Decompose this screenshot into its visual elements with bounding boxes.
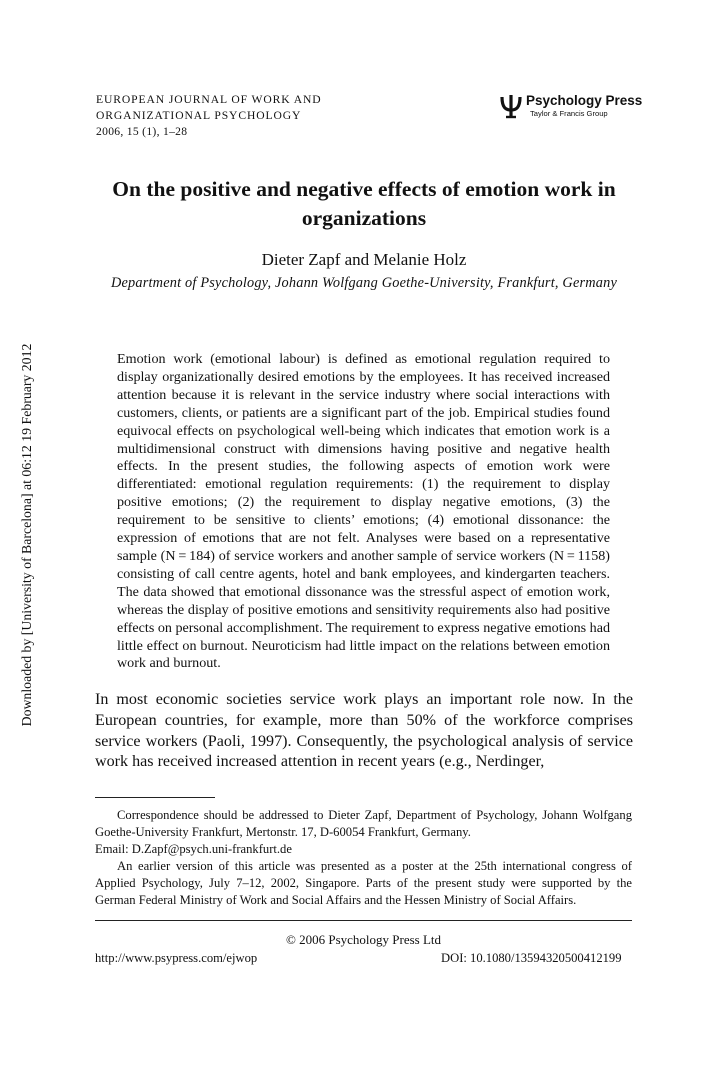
psi-logo-icon (500, 93, 522, 119)
footnotes (95, 807, 632, 909)
copyright: © 2006 Psychology Press Ltd (285, 932, 442, 947)
footnote-rule (95, 797, 215, 798)
body-paragraph: In most economic societies service work plays an important role now. In the European countries, for example, more than 50% of the workforce comprises service workers (Paoli, 1997). Consequently, the psychological analysis of service work has received increased attention in recent years (e.g., Nerdinger, (95, 691, 633, 771)
publisher-name: Psychology Press (526, 93, 643, 108)
article-authors: Dieter Zapf and Melanie Holz (261, 250, 467, 269)
journal-name-line1: EUROPEAN JOURNAL OF WORK AND (96, 93, 322, 106)
article-title: On the positive and negative effects of emotion work in organizations (112, 177, 616, 230)
journal-url: http://www.psypress.com/ejwop (95, 951, 258, 965)
footer-rule (95, 920, 632, 921)
publisher-group: Taylor & Francis Group (530, 109, 608, 118)
journal-header (96, 92, 322, 140)
footnote-email: Email: D.Zapf@psych.uni-frankfurt.de (95, 842, 292, 856)
footnote-correspondence: Correspondence should be addressed to Dieter Zapf, Department of Psychology, Johann Wolfgang Goethe-University Frankfurt, Mertonstr. 17, D-60054 Frankfurt, Germany. (95, 808, 632, 839)
download-watermark: Downloaded by [University of Barcelona] at 06:12 19 February 2012 (19, 343, 34, 727)
footnote-note: An earlier version of this article was presented as a poster at the 25th international congress of Applied Psychology, July 7–12, 2002, Singapore. Parts of the present study were supported by the German Federal Ministry of Work and Social Affairs and the Hessen Ministry of Social Affairs. (95, 859, 632, 907)
author-affiliation: Department of Psychology, Johann Wolfgang Goethe-University, Frankfurt, Germany (110, 275, 618, 291)
journal-name-line2: ORGANIZATIONAL PSYCHOLOGY (96, 109, 302, 122)
abstract: Emotion work (emotional labour) is defined as emotional regulation required to display organizationally desired emotions by the employees. It has received increased attention because it is relevant in the service industry where social interactions with customers, clients, or patients are a significant part of the job. Empirical studies found equivocal effects on psychological well-being which indicates that emotion work is a multidimensional construct with dimensions having positive and negative health effects. In the present studies, the following aspects of emotion work were differentiated: emotional regulation requirements: (1) the requirement to display positive emotions; (2) the requirement to display negative emotions, (3) the requirement to be sensitive to clients’ emotions; (4) emotional dissonance: the expression of emotions that are not felt. Analyses were based on a representative sample (N = 184) of service workers and another sample of service workers (N = 1158) consisting of call centre agents, hotel and bank employees, and kindergarten teachers. The data showed that emotional dissonance was the stressful aspect of emotion work, whereas the display of positive emotions and sensitivity requirements also had positive effects on personal accomplishment. The requirement to express negative emotions had little effect on burnout. Neuroticism had little impact on the relations between emotion work and burnout. (117, 351, 610, 672)
journal-citation: 2006, 15 (1), 1–28 (96, 125, 188, 138)
publisher-logo (500, 93, 643, 123)
doi: DOI: 10.1080/13594320500412199 (441, 951, 622, 965)
